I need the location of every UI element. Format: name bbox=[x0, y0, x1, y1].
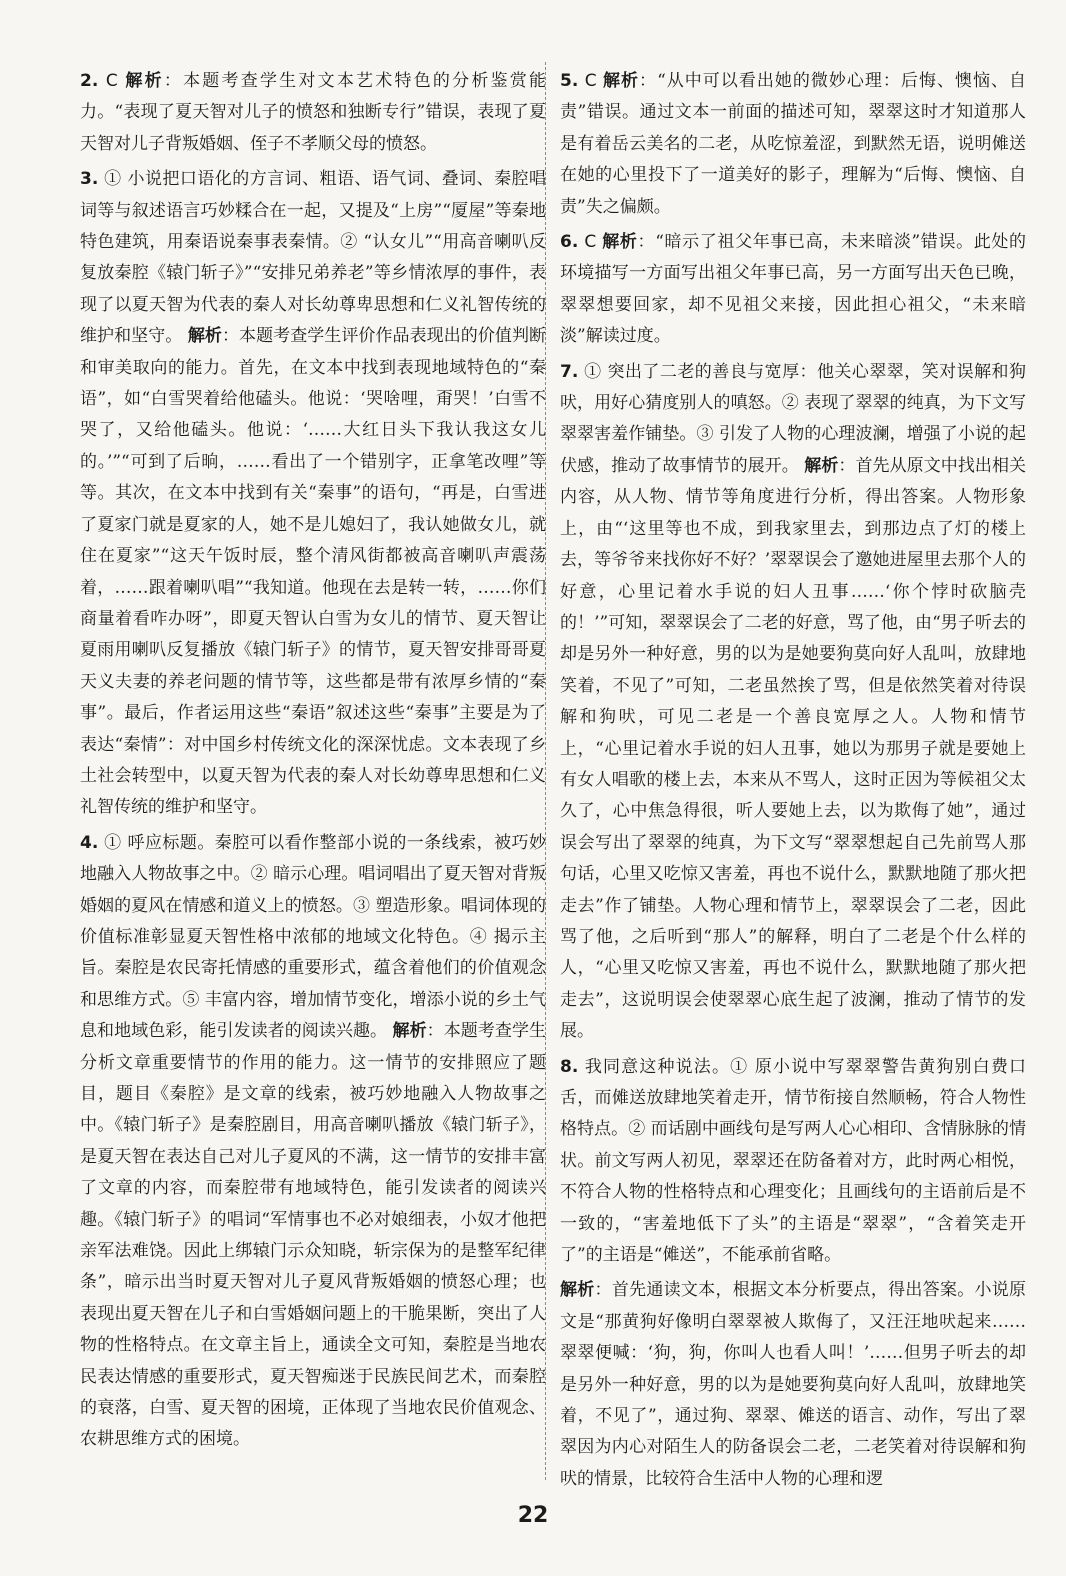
item-answer: C bbox=[584, 232, 597, 253]
answer-item-8-analysis: 解析：首先通读文本，根据文本分析要点，得出答案。小说原文是“那黄狗好像明白翠翠被人欺侮了，又汪汪地吠起来……翠翠便喊：‘狗，狗，你叫人也看人叫！’……但男子听去的却是另外一种好意，男的以为是她要狗莫向好人乱叫，放肆地笑着，不见了”，通过狗、翠翠、傩送的语言、动作，写出了翠翠因为内心对陌生人的防备误会二老，二老笑着对待误解和狗吠的情景，比较符合生活中人物的心理和逻 bbox=[560, 1280, 1027, 1489]
answer-item-3: 3. ① 小说把口语化的方言词、粗语、语气词、叠词、秦腔唱词等与叙述语言巧妙糅合在一起，又提及“上房”“厦屋”等秦地特色建筑，用秦语说秦事表秦情。② “认女儿”“用高音喇叭反复放秦腔《辕门斩子》”“安排兄弟养老”等乡情浓厚的事件，表现了以夏天智为代表的秦人对长幼尊卑思想和仁义礼智传统的维护和坚守。 解析：本题考查学生评价作品表现出的价值判断和审美取向的能力。首先，在文本中找到表现地域特色的“秦语”，如“白雪哭着给他磕头。他说：‘哭啥哩，甭哭！’白雪不哭了，又给他磕头。他说：‘……大红日头下我认我这女儿的。’”“可到了后晌，……看出了一个错别字，正拿笔改哩”等等。其次，在文本中找到有关“秦事”的语句，“再是，白雪进了夏家门就是夏家的人，她不是儿媳妇了，我认她做女儿，就住在夏家”“这天午饭时辰，整个清风街都被高音喇叭声震荡着，……跟着喇叭唱”“我知道。他现在去是转一转，……你们商量着看咋办呀”，即夏天智认白雪为女儿的情节、夏天智让夏雨用喇叭反复播放《辕门斩子》的情节，夏天智安排哥哥夏天义夫妻的养老问题的情节等，这些都是带有浓厚乡情的“秦事”。最后，作者运用这些“秦语”叙述这些“秦事”主要是为了表达“秦情”：对中国乡村传统文化的深深忧虑。文本表现了乡土社会转型中，以夏天智为代表的秦人对长幼尊卑思想和仁义礼智传统的维护和坚守。 bbox=[80, 169, 547, 818]
analysis-text: 首先通读文本，根据文本分析要点，得出答案。小说原文是“那黄狗好像明白翠翠被人欺侮了，又汪汪地吠起来……翠翠便喊：‘狗，狗，你叫人也看人叫！’……但男子听去的却是另外一种好意，男的以为是她要狗莫向好人乱叫，放肆地笑着，不见了”，通过狗、翠翠、傩送的语言、动作，写出了翠翠因为内心对陌生人的防备误会二老，二老笑着对待误解和狗吠的情景，比较符合生活中人物的心理和逻 bbox=[560, 1280, 1027, 1489]
analysis-tag: 解析 bbox=[392, 1021, 427, 1042]
analysis-tag: 解析 bbox=[804, 455, 839, 476]
answer-item-8 bbox=[560, 1052, 1026, 1272]
analysis-text: “暗示了祖父年事已高，未来暗淡”错误。此处的环境描写一方面写出祖父年事已高，另一方面写出天色已晚，翠翠想要回家，却不见祖父来接，因此担心祖父，“未来暗淡”解读过度。 bbox=[560, 232, 1026, 347]
item-number: 3. bbox=[80, 169, 99, 190]
answer-item-2: 2. C 解析：本题考查学生对文本艺术特色的分析鉴赏能力。“表现了夏天智对儿子的愤怒和独断专行”错误，表现了夏天智对儿子背叛婚姻、侄子不孝顺父母的愤怒。 bbox=[80, 71, 547, 154]
item-answer: ① 小说把口语化的方言词、粗语、语气词、叠词、秦腔唱词等与叙述语言巧妙糅合在一起，又提及“上房”“厦屋”等秦地特色建筑，用秦语说秦事表秦情。② “认女儿”“用高音喇叭反复放秦腔《辕门斩子》”“安排兄弟养老”等乡情浓厚的事件，表现了以夏天智为代表的秦人对长幼尊卑思想和仁义礼智传统的维护和坚守。 bbox=[80, 169, 547, 347]
answer-item-7: 7. ① 突出了二老的善良与宽厚：他关心翠翠，笑对误解和狗吠，用好心猜度别人的嗔怒。② 表现了翠翠的纯真，为下文写翠翠害羞作铺垫。③ 引发了人物的心理波澜，增强了小说的起伏感，推动了故事情节的展开。 解析：首先从原文中找出相关内容，从人物、情节等角度进行分析，得出答案。人物形象上，由“‘这里等也不成，到我家里去，到那边点了灯的楼上去，等爷爷来找你好不好？’翠翠误会了邀她进屋里去那个人的好意，心里记着水手说的妇人丑事……‘你个悖时砍脑壳的！’”可知，翠翠误会了二老的好意，骂了他，由“男子听去的却是另外一种好意，男的以为是她要狗莫向好人乱叫，放肆地笑着，不见了”可知，二老虽然挨了骂，但是依然笑着对待误解和狗吠，可见二老是一个善良宽厚之人。人物和情节上，“心里记着水手说的妇人丑事，她以为那男子就是要她上有女人唱歌的楼上去，本来从不骂人，这时正因为等候祖父太久了，心中焦急得很，听人要她上去，以为欺侮了她”，通过误会写出了翠翠的纯真，为下文写“翠翠想起自己先前骂人那句话，心里又吃惊又害羞，再也不说什么，默默地随了那火把走去”作了铺垫。人物心理和情节上，翠翠误会了二老，因此骂了他，之后听到“那人”的解释，明白了二老是个什么样的人，“心里又吃惊又害羞，再也不说什么，默默地随了那火把走去”，这说明误会使翠翠心底生起了波澜，推动了情节的发展。 bbox=[560, 361, 1027, 1042]
item-answer: C bbox=[584, 71, 597, 91]
analysis-text: 本题考查学生评价作品表现出的价值判断和审美取向的能力。首先，在文本中找到表现地域特色的“秦语”，如“白雪哭着给他磕头。他说：‘哭啥哩，甭哭！’白雪不哭了，又给他磕头。他说：‘……大红日头下我认我这女儿的。’”“可到了后晌，……看出了一个错别字，正拿笔改哩”等等。其次，在文本中找到有关“秦事”的语句，“再是，白雪进了夏家门就是夏家的人，她不是儿媳妇了，我认她做女儿，就住在夏家”“这天午饭时辰，整个清风街都被高音喇叭声震荡着，……跟着喇叭唱”“我知道。他现在去是转一转，……你们商量着看咋办呀”，即夏天智认白雪为女儿的情节、夏天智让夏雨用喇叭反复播放《辕门斩子》的情节，夏天智安排哥哥夏天义夫妻的养老问题的情节等，这些都是带有浓厚乡情的“秦事”。最后，作者运用这些“秦语”叙述这些“秦事”主要是为了表达“秦情”：对中国乡村传统文化的深深忧虑。文本表现了乡土社会转型中，以夏天智为代表的秦人对长幼尊卑思想和仁义礼智传统的维护和坚守。 bbox=[80, 326, 547, 818]
answer-item-4: 4. ① 呼应标题。秦腔可以看作整部小说的一条线索，被巧妙地融入人物故事之中。② 暗示心理。唱词唱出了夏天智对背叛婚姻的夏风在情感和道义上的愤怒。③ 塑造形象。唱词体现的价值标准彰显夏天智性格中浓郁的地域文化特色。④ 揭示主旨。秦腔是农民寄托情感的重要形式，蕴含着他们的价值观念和思维方式。⑤ 丰富内容，增加情节变化，增添小说的乡土气息和地域色彩，能引发读者的阅读兴趣。 解析：本题考查学生分析文章重要情节的作用的能力。这一情节的安排照应了题目，题目《秦腔》是文章的线索，被巧妙地融入人物故事之中。《辕门斩子》是秦腔剧目，用高音喇叭播放《辕门斩子》，是夏天智在表达自己对儿子夏风的不满，这一情节的安排丰富了文章的内容，而秦腔带有地域特色，能引发读者的阅读兴趣。《辕门斩子》的唱词“军情事也不必对娘细表，小奴才他把亲军法难饶。因此上绑辕门示众知晓，斩宗保为的是整军纪律条”，暗示出当时夏天智对儿子夏风背叛婚姻的愤怒心理；也表现出夏天智在儿子和白雪婚姻问题上的干脆果断，突出了人物的性格特点。在文章主旨上，通读全文可知，秦腔是当地农民表达情感的重要形式，夏天智痴迷于民族民间艺术，而秦腔的衰落，白雪、夏天智的困境，正体现了当地农民价值观念、农耕思维方式的困境。 bbox=[80, 832, 547, 1450]
page-number: 22 bbox=[517, 1503, 549, 1528]
item-answer: ① 突出了二老的善良与宽厚：他关心翠翠，笑对误解和狗吠，用好心猜度别人的嗔怒。② 表现了翠翠的纯真，为下文写翠翠害羞作铺垫。③ 引发了人物的心理波澜，增强了小说的起伏感，推动了故事情节的展开。 bbox=[560, 361, 1027, 476]
analysis-text: 本题考查学生分析文章重要情节的作用的能力。这一情节的安排照应了题目，题目《秦腔》是文章的线索，被巧妙地融入人物故事之中。《辕门斩子》是秦腔剧目，用高音喇叭播放《辕门斩子》，是夏天智在表达自己对儿子夏风的不满，这一情节的安排丰富了文章的内容，而秦腔带有地域特色，能引发读者的阅读兴趣。《辕门斩子》的唱词“军情事也不必对娘细表，小奴才他把亲军法难饶。因此上绑辕门示众知晓，斩宗保为的是整军纪律条”，暗示出当时夏天智对儿子夏风背叛婚姻的愤怒心理；也表现出夏天智在儿子和白雪婚姻问题上的干脆果断，突出了人物的性格特点。在文章主旨上，通读全文可知，秦腔是当地农民表达情感的重要形式，夏天智痴迷于民族民间艺术，而秦腔的衰落，白雪、夏天智的困境，正体现了当地农民价值观念、农耕思维方式的困境。 bbox=[80, 1021, 547, 1450]
item-answer: C bbox=[105, 71, 118, 91]
analysis-text: 本题考查学生对文本艺术特色的分析鉴赏能力。“表现了夏天智对儿子的愤怒和独断专行”错误，表现了夏天智对儿子背叛婚姻、侄子不孝顺父母的愤怒。 bbox=[80, 71, 547, 154]
item-number: 6. bbox=[560, 232, 579, 253]
item-number: 8. bbox=[560, 1056, 579, 1077]
answer-item-6: 6. C 解析：“暗示了祖父年事已高，未来暗淡”错误。此处的环境描写一方面写出祖父年事已高，另一方面写出天色已晚，翠翠想要回家，却不见祖父来接，因此担心祖父，“未来暗淡”解读过度。 bbox=[560, 232, 1026, 347]
analysis-text: “从中可以看出她的微妙心理：后悔、懊恼、自责”错误。通过文本一前面的描述可知，翠翠这时才知道那人是有着岳云美名的二老，从吃惊羞涩，到默然无语，说明傩送在她的心里投下了一道美好的影子，理解为“后悔、懊恼、自责”失之偏颇。 bbox=[560, 71, 1027, 217]
item-number: 5. bbox=[560, 71, 579, 91]
item-number: 7. bbox=[560, 361, 579, 382]
item-answer: ① 呼应标题。秦腔可以看作整部小说的一条线索，被巧妙地融入人物故事之中。② 暗示心理。唱词唱出了夏天智对背叛婚姻的夏风在情感和道义上的愤怒。③ 塑造形象。唱词体现的价值标准彰显夏天智性格中浓郁的地域文化特色。④ 揭示主旨。秦腔是农民寄托情感的重要形式，蕴含着他们的价值观念和思维方式。⑤ 丰富内容，增加情节变化，增添小说的乡土气息和地域色彩，能引发读者的阅读兴趣。 bbox=[80, 832, 547, 1042]
analysis-tag: 解析 bbox=[603, 71, 640, 91]
analysis-tag: 解析 bbox=[560, 1280, 595, 1301]
analysis-tag: 解析 bbox=[187, 326, 222, 347]
answer-item-5: 5. C 解析：“从中可以看出她的微妙心理：后悔、懊恼、自责”错误。通过文本一前面的描述可知，翠翠这时才知道那人是有着岳云美名的二老，从吃惊羞涩，到默然无语，说明傩送在她的心里投下了一道美好的影子，理解为“后悔、懊恼、自责”失之偏颇。 bbox=[560, 71, 1027, 217]
left-column bbox=[80, 66, 546, 1460]
item-number: 2. bbox=[80, 71, 99, 91]
item-number: 4. bbox=[80, 832, 99, 853]
right-column bbox=[560, 66, 1026, 1499]
item-answer: 我同意这种说法。① 原小说中写翠翠警告黄狗别白费口舌，而傩送放肆地笑着走开，情节衔接自然顺畅，符合人物性格特点。② 而话剧中画线句是写两人心心相印、含情脉脉的情状。前文写两人初见，翠翠还在防备着对方，此时两心相悦，不符合人物的性格特点和心理变化；且画线句的主语前后是不一致的，“害羞地低下了头”的主语是“翠翠”，“含着笑走开了”的主语是“傩送”，不能承前省略。 bbox=[560, 1056, 1026, 1266]
analysis-tag: 解析 bbox=[125, 71, 164, 91]
analysis-text: 首先从原文中找出相关内容，从人物、情节等角度进行分析，得出答案。人物形象上，由“‘这里等也不成，到我家里去，到那边点了灯的楼上去，等爷爷来找你好不好？’翠翠误会了邀她进屋里去那个人的好意，心里记着水手说的妇人丑事……‘你个悖时砍脑壳的！’”可知，翠翠误会了二老的好意，骂了他，由“男子听去的却是另外一种好意，男的以为是她要狗莫向好人乱叫，放肆地笑着，不见了”可知，二老虽然挨了骂，但是依然笑着对待误解和狗吠，可见二老是一个善良宽厚之人。人物和情节上，“心里记着水手说的妇人丑事，她以为那男子就是要她上有女人唱歌的楼上去，本来从不骂人，这时正因为等候祖父太久了，心中焦急得很，听人要她上去，以为欺侮了她”，通过误会写出了翠翠的纯真，为下文写“翠翠想起自己先前骂人那句话，心里又吃惊又害羞，再也不说什么，默默地随了那火把走去”作了铺垫。人物心理和情节上，翠翠误会了二老，因此骂了他，之后听到“那人”的解释，明白了二老是个什么样的人，“心里又吃惊又害羞，再也不说什么，默默地随了那火把走去”，这说明误会使翠翠心底生起了波澜，推动了情节的发展。 bbox=[560, 455, 1027, 1042]
analysis-tag: 解析 bbox=[602, 232, 638, 253]
column-divider bbox=[545, 62, 546, 1480]
